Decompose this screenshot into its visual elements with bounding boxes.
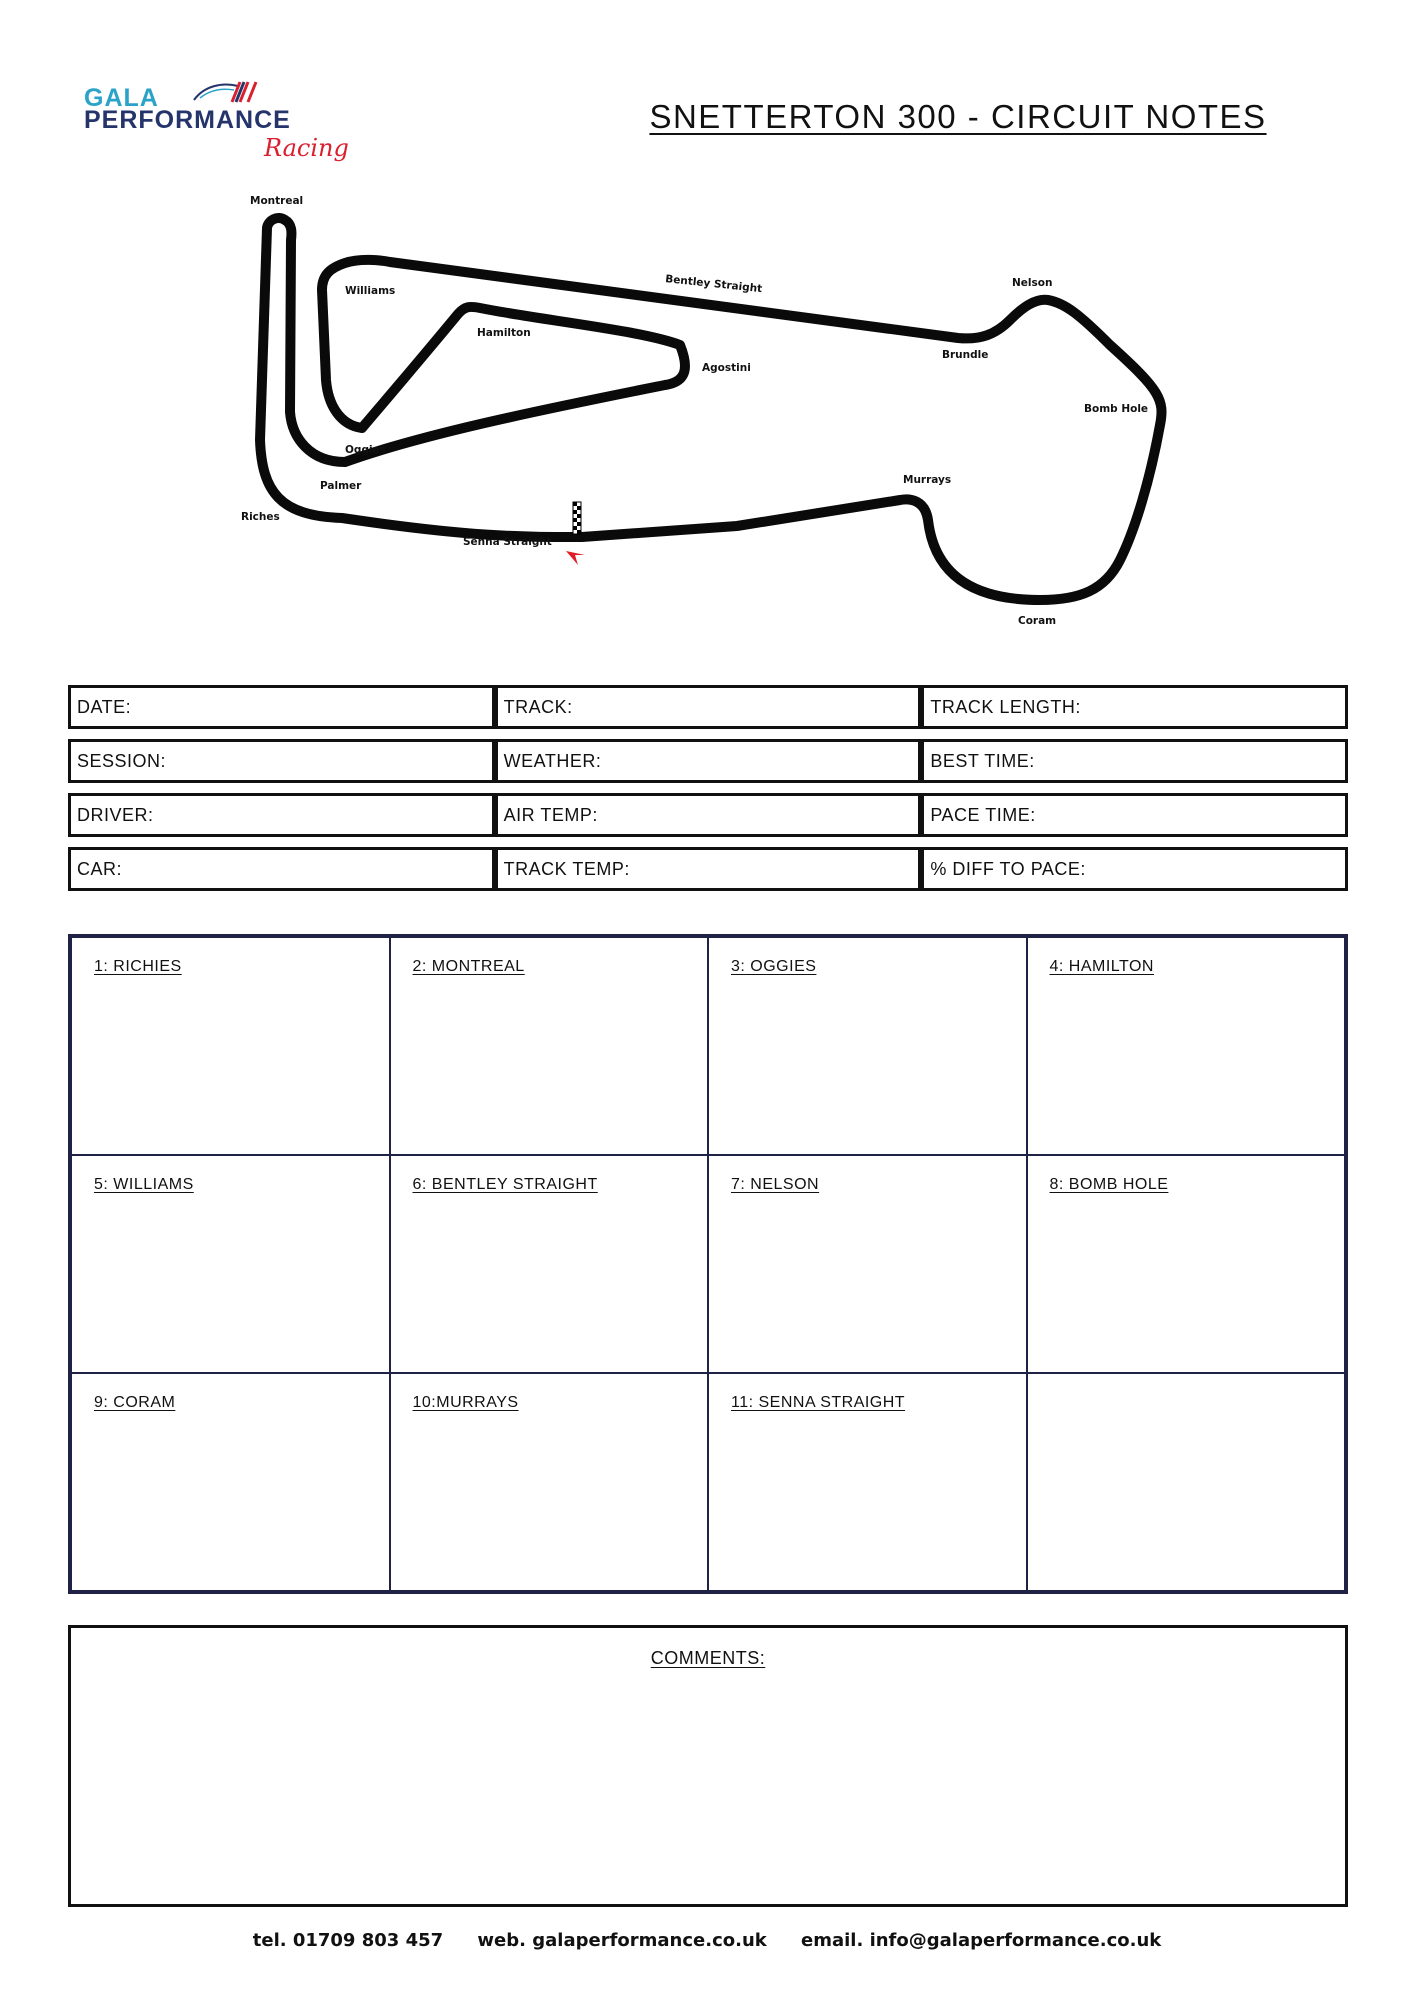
comments-label: COMMENTS:: [650, 1648, 766, 1668]
track-length-field[interactable]: TRACK LENGTH:: [921, 685, 1348, 729]
driver-field[interactable]: DRIVER:: [68, 793, 495, 837]
corner-label: Bomb Hole: [1084, 403, 1149, 415]
logo-line3: Racing: [264, 134, 349, 162]
note-cell[interactable]: [1027, 1155, 1346, 1373]
note-label: 3: OGGIES: [731, 958, 817, 975]
footer-email[interactable]: email. info@galaperformance.co.uk: [801, 1930, 1162, 1951]
comments-box[interactable]: [68, 1625, 1348, 1907]
air-temp-field[interactable]: AIR TEMP:: [495, 793, 922, 837]
pace-time-field[interactable]: PACE TIME:: [921, 793, 1348, 837]
note-label: 1: RICHIES: [94, 958, 182, 975]
corner-label: Montreal: [250, 195, 304, 207]
info-row: [68, 739, 1348, 783]
note-label: 5: WILLIAMS: [94, 1176, 194, 1193]
logo-line1: GALA: [84, 84, 159, 112]
note-label: 10:MURRAYS: [412, 1394, 519, 1411]
corner-label: Nelson: [1012, 277, 1053, 289]
session-field[interactable]: SESSION:: [68, 739, 495, 783]
corner-label: Oggies: [345, 444, 386, 456]
corner-label: Hamilton: [477, 327, 531, 339]
note-cell[interactable]: [390, 1155, 709, 1373]
track-map: [0, 180, 1414, 650]
note-label: 9: CORAM: [94, 1394, 176, 1411]
corner-label: Coram: [1018, 615, 1057, 627]
footer-phone: tel. 01709 803 457: [252, 1930, 444, 1951]
note-cell[interactable]: [1027, 937, 1346, 1155]
car-field[interactable]: CAR:: [68, 847, 495, 891]
note-cell[interactable]: [71, 1155, 390, 1373]
note-label: 11: SENNA STRAIGHT: [731, 1394, 906, 1411]
note-label: 7: NELSON: [731, 1176, 820, 1193]
footer-website[interactable]: web. galaperformance.co.uk: [477, 1930, 767, 1951]
corner-notes-grid: [68, 934, 1348, 1594]
circuit-outline: [260, 218, 1162, 600]
note-cell[interactable]: [708, 1155, 1027, 1373]
car-swoosh-icon: [192, 80, 262, 106]
brand-logo: [84, 80, 349, 170]
note-cell[interactable]: [71, 937, 390, 1155]
corner-label: Brundle: [942, 349, 989, 361]
date-field[interactable]: DATE:: [68, 685, 495, 729]
direction-arrow-icon: [566, 551, 585, 565]
corner-label: Senna Straight: [463, 536, 552, 548]
note-label: 2: MONTREAL: [412, 958, 525, 975]
corner-label: Palmer: [320, 480, 362, 492]
note-cell[interactable]: [708, 1373, 1027, 1591]
info-row: [68, 685, 1348, 729]
diff-to-pace-field[interactable]: % DIFF TO PACE:: [921, 847, 1348, 891]
note-cell[interactable]: [390, 1373, 709, 1591]
best-time-field[interactable]: BEST TIME:: [921, 739, 1348, 783]
start-finish-flag: [573, 502, 581, 534]
note-label: 6: BENTLEY STRAIGHT: [412, 1176, 598, 1193]
corner-label: Bentley Straight: [664, 273, 763, 296]
logo-line2: PERFORMANCE: [84, 106, 291, 134]
note-label: 8: BOMB HOLE: [1049, 1176, 1169, 1193]
note-cell-empty[interactable]: [1027, 1373, 1346, 1591]
info-row: [68, 847, 1348, 891]
info-row: [68, 793, 1348, 837]
corner-label: Murrays: [903, 474, 952, 486]
note-cell[interactable]: [71, 1373, 390, 1591]
corner-label: Agostini: [702, 362, 751, 374]
page-title: SNETTERTON 300 - CIRCUIT NOTES: [649, 98, 1267, 135]
corner-label: Williams: [345, 285, 396, 297]
footer-contact: [0, 1930, 1414, 1951]
corner-label: Riches: [241, 511, 280, 523]
track-temp-field[interactable]: TRACK TEMP:: [495, 847, 922, 891]
note-label: 4: HAMILTON: [1049, 958, 1154, 975]
note-cell[interactable]: [708, 937, 1027, 1155]
session-info: [68, 685, 1348, 901]
note-cell[interactable]: [390, 937, 709, 1155]
weather-field[interactable]: WEATHER:: [495, 739, 922, 783]
track-field[interactable]: TRACK:: [495, 685, 922, 729]
